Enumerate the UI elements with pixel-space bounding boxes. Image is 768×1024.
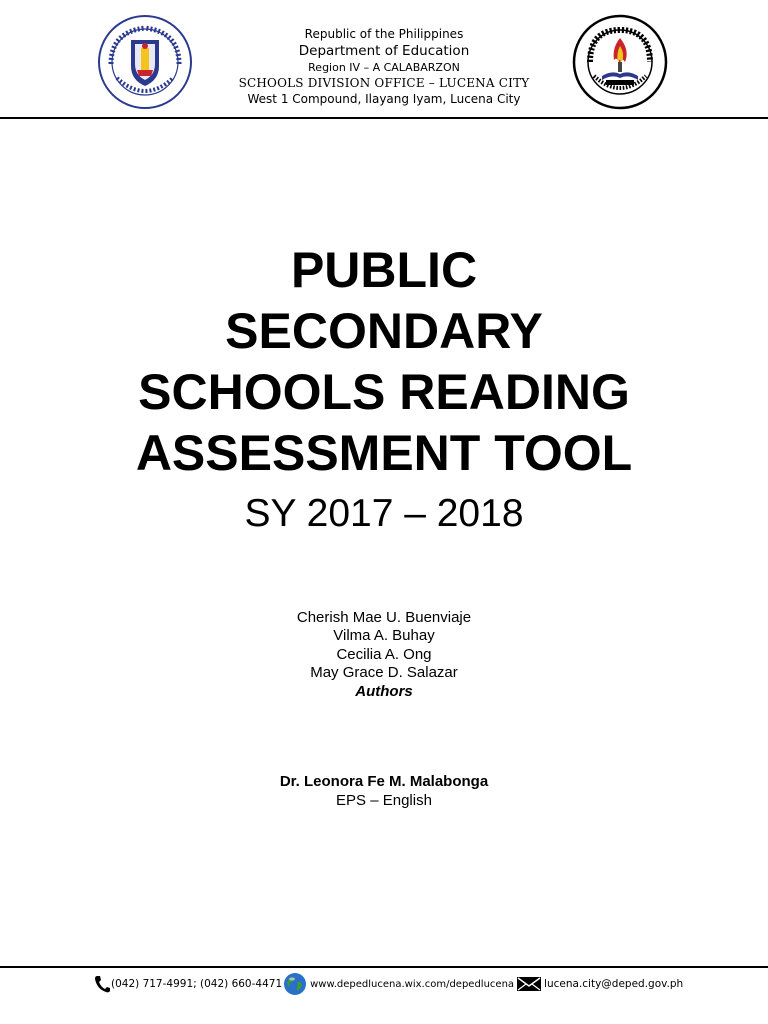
author-name: Vilma A. Buhay [333, 627, 435, 645]
authors-block [0, 609, 768, 701]
email-address[interactable]: lucena.city@deped.gov.ph [544, 978, 684, 990]
deped-lucena-seal-icon [572, 14, 668, 110]
supervisor-block [0, 772, 768, 810]
contact-footer [93, 970, 683, 998]
division-line: SCHOOLS DIVISION OFFICE – LUCENA CITY [238, 76, 530, 90]
website-link[interactable]: www.depedlucena.wix.com/depedlucena [310, 978, 515, 990]
globe-icon [283, 972, 307, 996]
address-line: West 1 Compound, Ilayang Iyam, Lucena City [247, 92, 521, 106]
document-header [0, 0, 768, 118]
author-name: May Grace D. Salazar [310, 664, 458, 682]
region-line: Region IV – A CALABARZON [308, 61, 460, 74]
republic-line: Republic of the Philippines [304, 27, 464, 41]
title-line-4: ASSESSMENT TOOL [135, 425, 633, 481]
title-line-1: PUBLIC [290, 242, 478, 298]
school-year: SY 2017 – 2018 [244, 492, 524, 535]
phone-icon [93, 974, 111, 994]
author-name: Cherish Mae U. Buenviaje [296, 609, 472, 626]
author-name: Cecilia A. Ong [336, 645, 432, 663]
supervisor-name: Dr. Leonora Fe M. Malabonga [279, 773, 489, 790]
department-line: Department of Education [298, 43, 470, 59]
authors-label: Authors [355, 682, 413, 700]
header-divider [0, 117, 768, 119]
envelope-icon [516, 975, 542, 993]
title-line-2: SECONDARY [225, 303, 543, 359]
kagawaran-seal-icon [97, 14, 193, 110]
document-title [0, 240, 768, 484]
footer-divider [0, 966, 768, 968]
supervisor-position: EPS – English [336, 792, 432, 809]
phone-numbers: (042) 717-4991; (042) 660-4471 [111, 978, 283, 990]
agency-heading [200, 26, 568, 107]
title-line-3: SCHOOLS READING [138, 364, 630, 420]
